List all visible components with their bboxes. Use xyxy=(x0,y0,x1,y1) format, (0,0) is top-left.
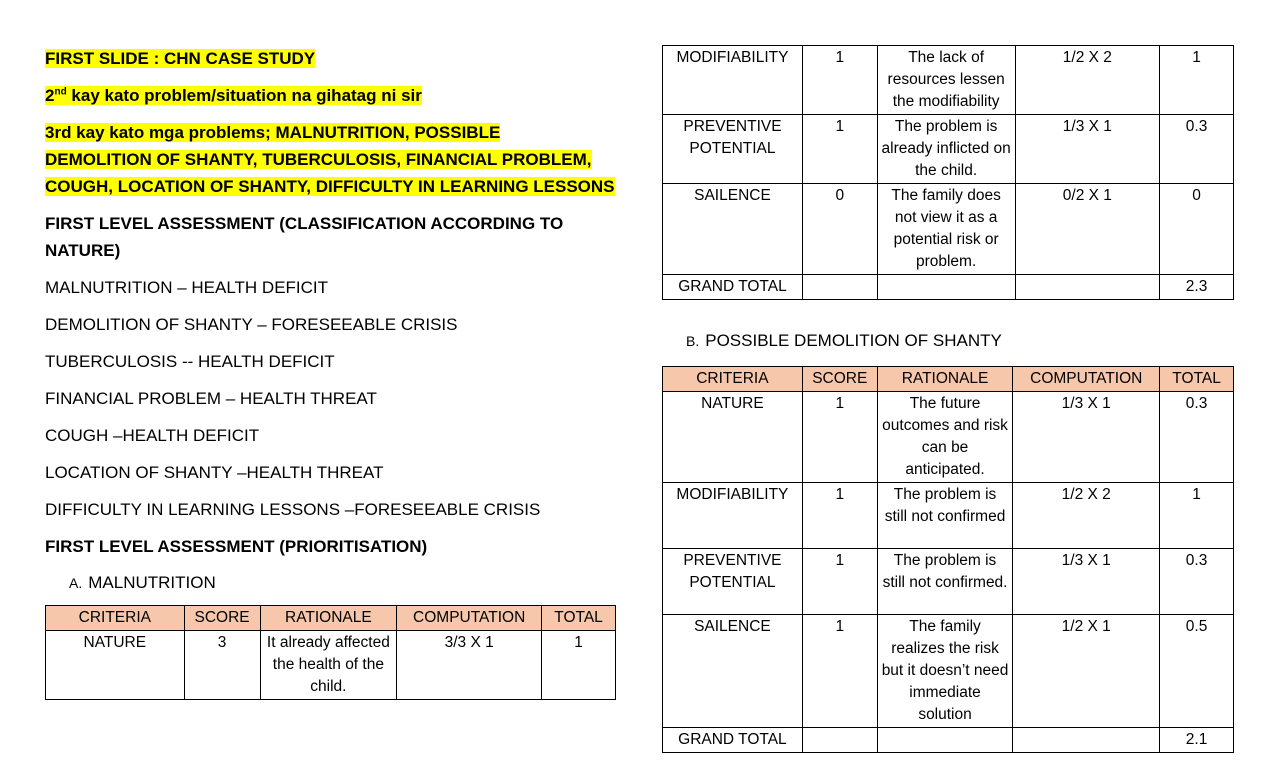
heading-part: FIRST LEVEL ASSESSMENT (CLASSIFICATION ACCORDING TO xyxy=(45,214,564,233)
cell-computation: 0/2 X 1 xyxy=(1015,184,1160,275)
grand-total-row xyxy=(663,275,1234,300)
cell-rationale: The problem is still not confirmed. xyxy=(877,549,1013,615)
classification-item: DIFFICULTY IN LEARNING LESSONS –FORESEEABLE CRISIS xyxy=(45,500,541,519)
cell-criteria: SAILENCE xyxy=(663,184,803,275)
cell-total: 2.1 xyxy=(1160,728,1234,753)
table-header-row xyxy=(663,367,1234,392)
cell-score: 0 xyxy=(802,184,877,275)
cell-rationale: The problem is still not confirmed xyxy=(877,483,1013,549)
cell-computation xyxy=(1013,728,1160,753)
table-header-row xyxy=(46,606,616,631)
classification-heading xyxy=(45,210,625,264)
header-rationale: RATIONALE xyxy=(260,606,397,631)
cell-criteria: PREVENTIVE POTENTIAL xyxy=(663,115,803,184)
cell-computation: 1/3 X 1 xyxy=(1015,115,1160,184)
classification-item: DEMOLITION OF SHANTY – FORESEEABLE CRISIS xyxy=(45,315,458,334)
header-total: TOTAL xyxy=(1160,367,1234,392)
section-b-label xyxy=(662,330,1234,352)
cell-score: 1 xyxy=(802,115,877,184)
line-2 xyxy=(45,82,625,109)
cell-rationale: The lack of resources lessen the modifiability xyxy=(877,46,1015,115)
cell-score: 1 xyxy=(802,483,877,549)
header-computation: COMPUTATION xyxy=(1013,367,1160,392)
line-3-part: COUGH, LOCATION OF SHANTY, DIFFICULTY IN LEARNING LESSONS xyxy=(45,177,615,196)
classification-item: LOCATION OF SHANTY –HEALTH THREAT xyxy=(45,463,384,482)
classification-item: MALNUTRITION – HEALTH DEFICIT xyxy=(45,278,329,297)
grand-total-row xyxy=(663,728,1234,753)
classification-item: FINANCIAL PROBLEM – HEALTH THREAT xyxy=(45,389,377,408)
line-2-post: kay kato problem/situation na gihatag ni sir xyxy=(66,86,422,105)
cell-criteria: GRAND TOTAL xyxy=(663,275,803,300)
section-a-letter: A. xyxy=(69,575,83,591)
line-3-part: DEMOLITION OF SHANTY, TUBERCULOSIS, FINANCIAL PROBLEM, xyxy=(45,150,592,169)
table-row xyxy=(46,631,616,700)
slide-title: FIRST SLIDE : CHN CASE STUDY xyxy=(45,49,316,68)
table-a-malnutrition xyxy=(45,605,616,700)
line-3 xyxy=(45,119,625,200)
classification-item: COUGH –HEALTH DEFICIT xyxy=(45,426,260,445)
heading-part: NATURE) xyxy=(45,241,121,260)
cell-computation: 1/2 X 1 xyxy=(1013,615,1160,728)
cell-criteria: GRAND TOTAL xyxy=(663,728,803,753)
cell-rationale: The problem is already inflicted on the child. xyxy=(877,115,1015,184)
section-a-label xyxy=(45,572,625,594)
cell-total: 1 xyxy=(542,631,616,700)
cell-rationale: The family does not view it as a potential risk or problem. xyxy=(877,184,1015,275)
slide-title-line xyxy=(45,45,625,72)
table-row xyxy=(663,483,1234,549)
cell-total: 0.3 xyxy=(1160,392,1234,483)
cell-total: 0 xyxy=(1160,184,1234,275)
table-row xyxy=(663,392,1234,483)
cell-criteria: MODIFIABILITY xyxy=(663,46,803,115)
table-row xyxy=(663,615,1234,728)
cell-criteria: NATURE xyxy=(663,392,803,483)
right-column xyxy=(662,45,1234,753)
cell-score: 1 xyxy=(802,46,877,115)
left-column xyxy=(45,45,625,700)
table-a-continued xyxy=(662,45,1234,300)
classification-item: TUBERCULOSIS -- HEALTH DEFICIT xyxy=(45,352,335,371)
cell-computation: 1/2 X 2 xyxy=(1015,46,1160,115)
cell-rationale xyxy=(877,275,1015,300)
header-criteria: CRITERIA xyxy=(46,606,185,631)
header-total: TOTAL xyxy=(542,606,616,631)
header-score: SCORE xyxy=(802,367,877,392)
cell-rationale: The family realizes the risk but it doesn’t need immediate solution xyxy=(877,615,1013,728)
cell-total: 1 xyxy=(1160,483,1234,549)
line-2-sup: nd xyxy=(54,86,67,98)
cell-criteria: MODIFIABILITY xyxy=(663,483,803,549)
table-b-demolition xyxy=(662,366,1234,753)
cell-score: 1 xyxy=(802,549,877,615)
cell-criteria: SAILENCE xyxy=(663,615,803,728)
cell-criteria: PREVENTIVE POTENTIAL xyxy=(663,549,803,615)
cell-score: 1 xyxy=(802,392,877,483)
header-computation: COMPUTATION xyxy=(397,606,542,631)
header-rationale: RATIONALE xyxy=(877,367,1013,392)
table-row xyxy=(663,46,1234,115)
cell-computation: 1/3 X 1 xyxy=(1013,392,1160,483)
cell-criteria: NATURE xyxy=(46,631,185,700)
table-row xyxy=(663,184,1234,275)
table-row xyxy=(663,115,1234,184)
cell-total: 0.3 xyxy=(1160,549,1234,615)
cell-computation xyxy=(1015,275,1160,300)
cell-total: 2.3 xyxy=(1160,275,1234,300)
line-3-part: 3rd kay kato mga problems; MALNUTRITION, POSSIBLE xyxy=(45,123,501,142)
cell-score xyxy=(802,728,877,753)
cell-score: 1 xyxy=(802,615,877,728)
section-b-letter: B. xyxy=(686,333,700,349)
cell-rationale xyxy=(877,728,1013,753)
table-row xyxy=(663,549,1234,615)
line-2-text xyxy=(45,86,422,105)
cell-rationale: It already affected the health of the child. xyxy=(260,631,397,700)
cell-rationale: The future outcomes and risk can be anticipated. xyxy=(877,392,1013,483)
section-a-title: MALNUTRITION xyxy=(88,573,216,592)
header-criteria: CRITERIA xyxy=(663,367,803,392)
header-score: SCORE xyxy=(184,606,260,631)
cell-computation: 1/2 X 2 xyxy=(1013,483,1160,549)
prioritisation-heading: FIRST LEVEL ASSESSMENT (PRIORITISATION) xyxy=(45,537,428,556)
cell-score: 3 xyxy=(184,631,260,700)
section-b-title: POSSIBLE DEMOLITION OF SHANTY xyxy=(705,331,1002,350)
cell-total: 1 xyxy=(1160,46,1234,115)
cell-score xyxy=(802,275,877,300)
cell-computation: 3/3 X 1 xyxy=(397,631,542,700)
line-2-pre: 2 xyxy=(45,86,55,105)
cell-total: 0.3 xyxy=(1160,115,1234,184)
cell-total: 0.5 xyxy=(1160,615,1234,728)
cell-computation: 1/3 X 1 xyxy=(1013,549,1160,615)
